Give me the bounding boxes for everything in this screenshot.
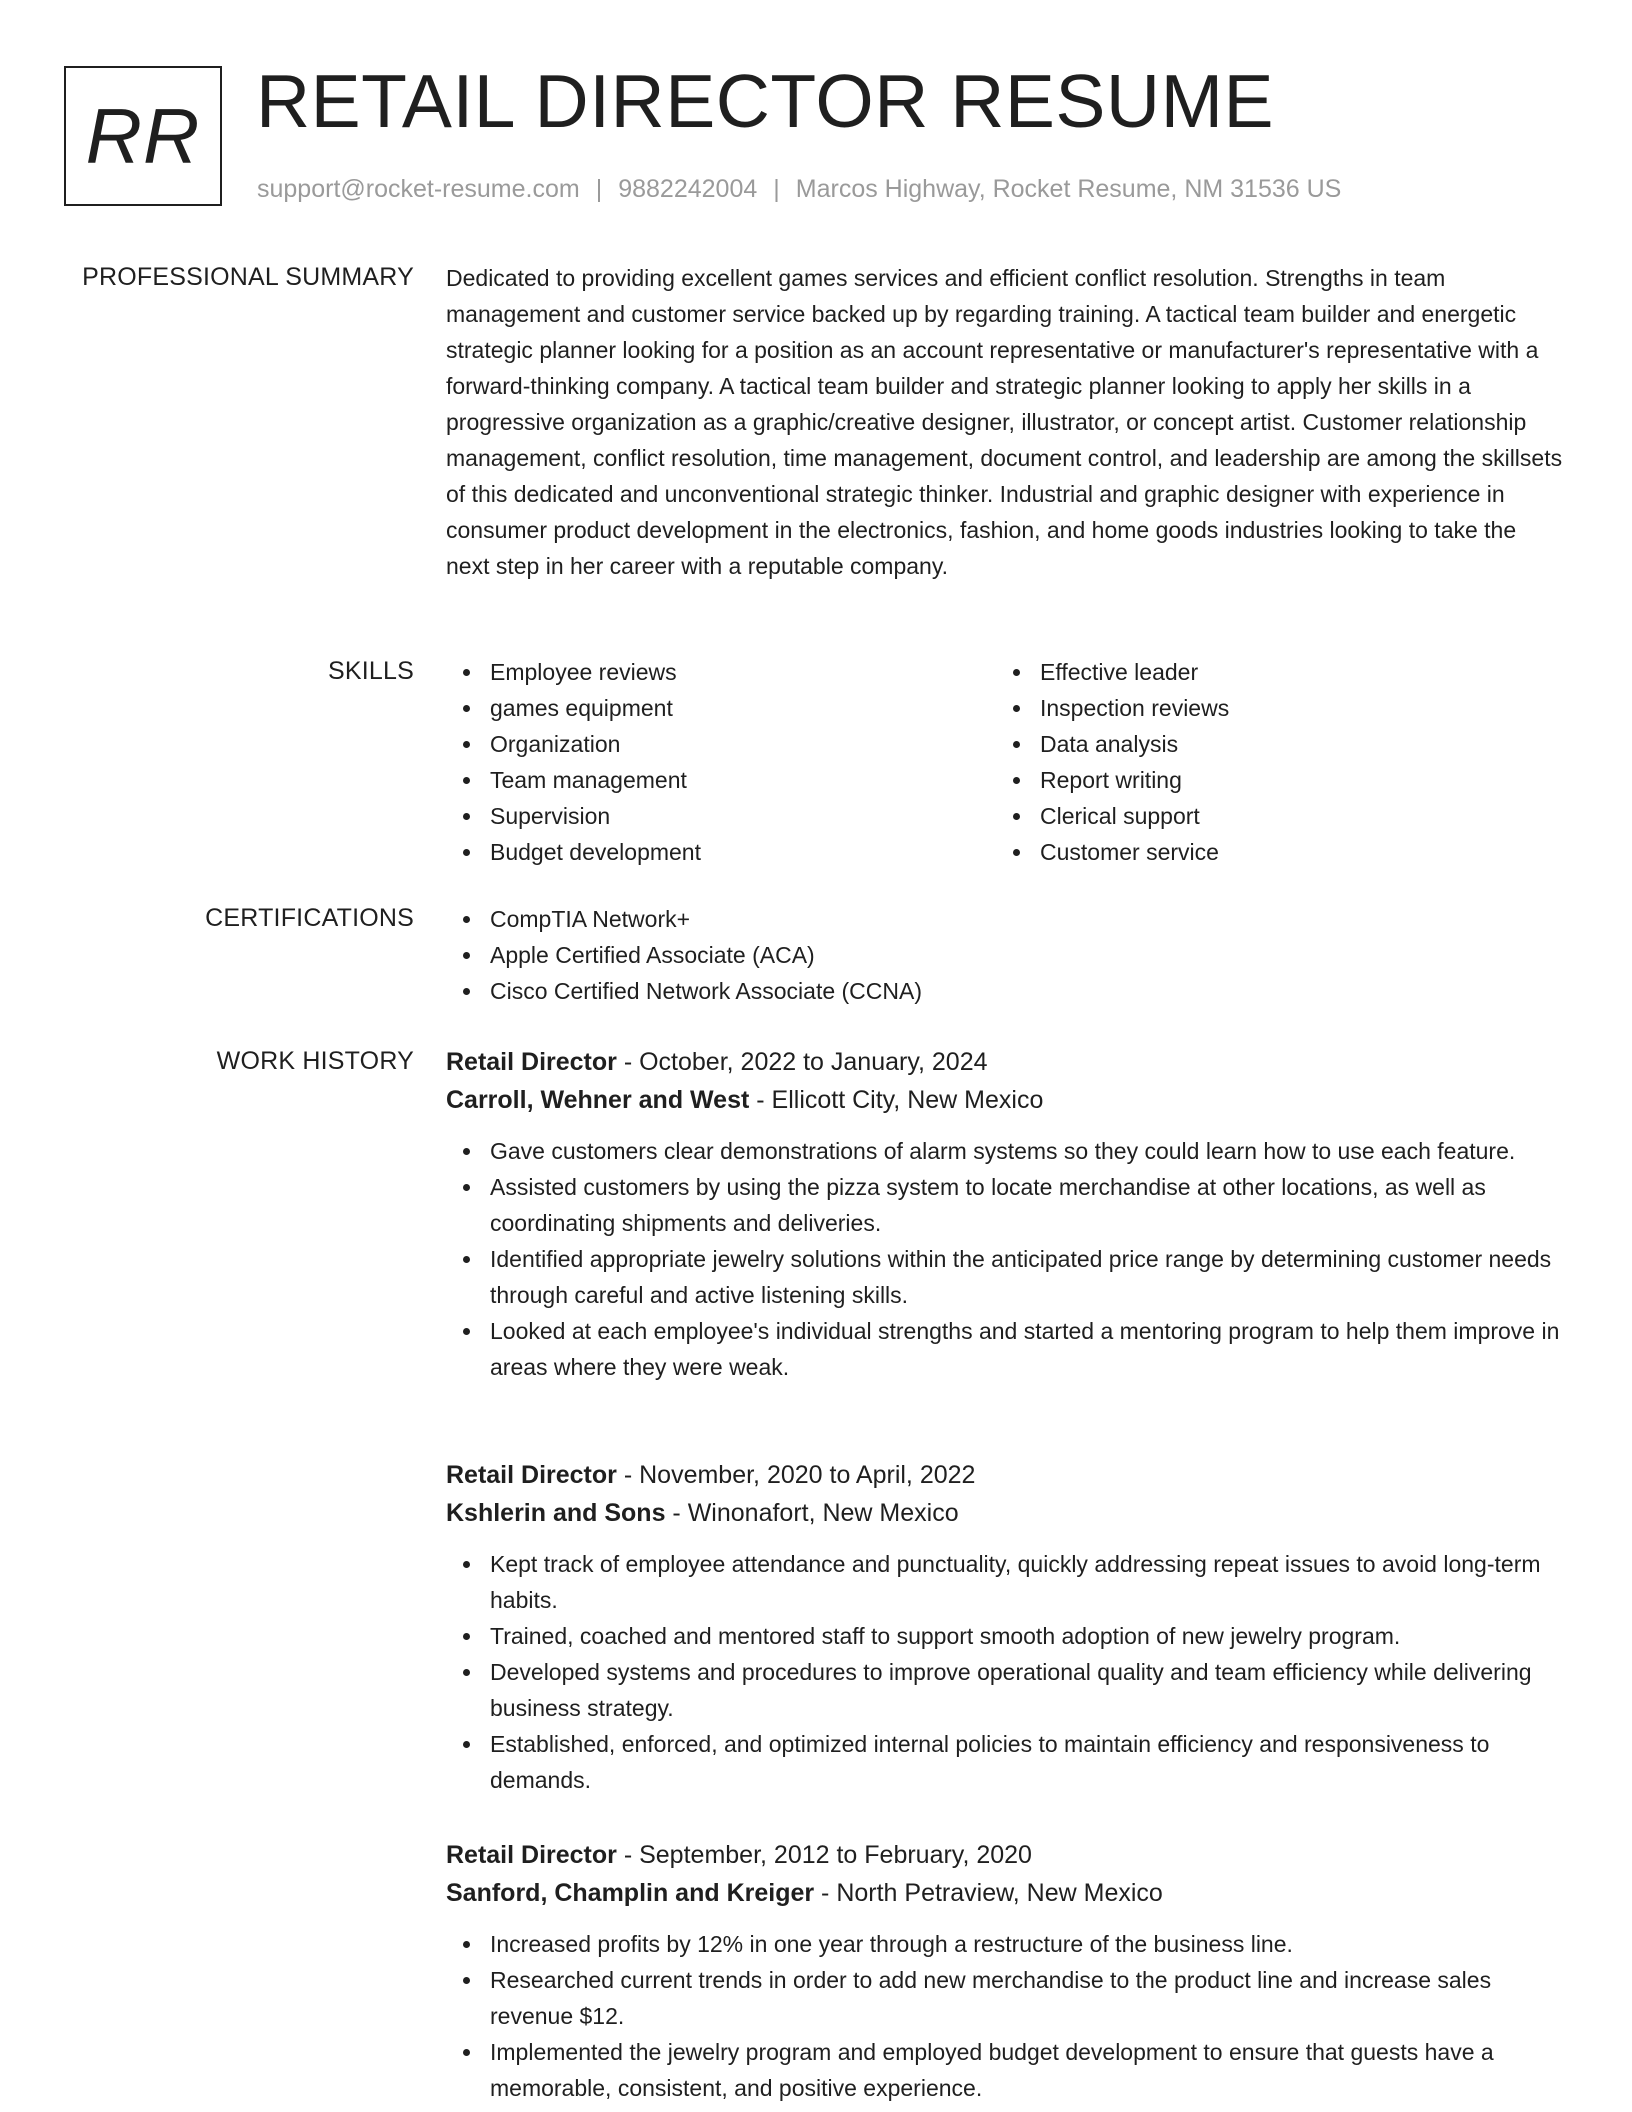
job-entry: [446, 1456, 1564, 1798]
contact-separator: |: [773, 175, 780, 203]
monogram-text: RR: [85, 91, 201, 180]
job-bullet: Implemented the jewelry program and employed budget development to ensure that guests have a memorable, consistent, and positive experience.: [446, 2034, 1564, 2106]
section-label-skills: SKILLS: [328, 657, 414, 685]
skill-item: Organization: [446, 726, 966, 762]
job-bullet: Identified appropriate jewelry solutions within the anticipated price range by determining customer needs through careful and active listening skills.: [446, 1241, 1564, 1313]
job-dates: - October, 2022 to January, 2024: [616, 1048, 988, 1076]
job-title-line: [446, 1456, 1564, 1494]
job-entry: [446, 1836, 1564, 2106]
summary-text: Dedicated to providing excellent games services and efficient conflict resolution. Strengths in team management and customer service backed up by regarding training. A tactical team builder and energetic strategic planner looking for a position as an account representative or manufacturer's representative with a forward-thinking company. A tactical team builder and strategic planner looking to apply her skills in a progressive organization as a graphic/creative designer, illustrator, or concept artist. Customer relationship management, conflict resolution, time management, document control, and leadership are among the skillsets of this dedicated and unconventional strategic thinker. Industrial and graphic designer with experience in consumer product development in the electronics, fashion, and home goods industries looking to take the next step in her career with a reputable company.: [446, 265, 1563, 579]
job-bullet: Gave customers clear demonstrations of alarm systems so they could learn how to use each feature.: [446, 1133, 1564, 1169]
job-bullet: Kept track of employee attendance and punctuality, quickly addressing repeat issues to avoid long-term habits.: [446, 1546, 1564, 1618]
job-company-line: [446, 1874, 1564, 1912]
certification-item: CompTIA Network+: [446, 901, 1346, 937]
job-title-line: [446, 1043, 1564, 1081]
certification-item: Cisco Certified Network Associate (CCNA): [446, 973, 1346, 1009]
job-bullet: Developed systems and procedures to improve operational quality and team efficiency while delivering business strategy.: [446, 1654, 1564, 1726]
section-label-work-history: WORK HISTORY: [216, 1047, 414, 1075]
skill-item: Clerical support: [996, 798, 1516, 834]
skill-item: Supervision: [446, 798, 966, 834]
contact-phone[interactable]: 9882242004: [618, 175, 758, 203]
job-title: Retail Director: [446, 1841, 617, 1869]
skill-item: Customer service: [996, 834, 1516, 870]
contact-separator: |: [595, 175, 603, 203]
job-company: Sanford, Champlin and Kreiger: [446, 1879, 815, 1907]
skill-item: Inspection reviews: [996, 690, 1516, 726]
certifications-list: [446, 901, 1346, 1009]
skill-item: Employee reviews: [446, 654, 966, 690]
job-bullet: Assisted customers by using the pizza system to locate merchandise at other locations, as well as coordinating shipments and deliveries.: [446, 1169, 1564, 1241]
job-dates: - November, 2020 to April, 2022: [616, 1461, 976, 1489]
job-company: Kshlerin and Sons: [446, 1499, 666, 1527]
skill-item: Data analysis: [996, 726, 1516, 762]
job-bullet: Looked at each employee's individual strengths and started a mentoring program to help them improve in areas where they were weak.: [446, 1313, 1564, 1385]
job-title-line: [446, 1836, 1564, 1874]
page-title: RETAIL DIRECTOR RESUME: [256, 59, 1275, 143]
job-dates: - September, 2012 to February, 2020: [616, 1841, 1032, 1869]
job-bullet: Researched current trends in order to add new merchandise to the product line and increase sales revenue $12.: [446, 1962, 1564, 2034]
section-label-certifications: CERTIFICATIONS: [205, 904, 414, 932]
section-label-summary: PROFESSIONAL SUMMARY: [82, 263, 414, 291]
skill-item: Team management: [446, 762, 966, 798]
contact-line: [257, 172, 1341, 206]
job-bullet: Increased profits by 12% in one year through a restructure of the business line.: [446, 1926, 1564, 1962]
job-location: - Ellicott City, New Mexico: [749, 1086, 1044, 1114]
skills-list-left: [446, 654, 966, 870]
contact-address: Marcos Highway, Rocket Resume, NM 31536 US: [795, 175, 1342, 203]
certification-item: Apple Certified Associate (ACA): [446, 937, 1346, 973]
skill-item: games equipment: [446, 690, 966, 726]
job-location: - Winonafort, New Mexico: [665, 1499, 959, 1527]
skill-item: Budget development: [446, 834, 966, 870]
monogram-logo: [64, 66, 222, 206]
skill-item: Report writing: [996, 762, 1516, 798]
skill-item: Effective leader: [996, 654, 1516, 690]
job-title: Retail Director: [446, 1461, 617, 1489]
job-bullet: Trained, coached and mentored staff to support smooth adoption of new jewelry program.: [446, 1618, 1564, 1654]
job-entry: [446, 1043, 1564, 1385]
skills-list-right: [996, 654, 1516, 870]
job-company: Carroll, Wehner and West: [446, 1086, 750, 1114]
job-location: - North Petraview, New Mexico: [814, 1879, 1163, 1907]
job-title: Retail Director: [446, 1048, 617, 1076]
job-company-line: [446, 1494, 1564, 1532]
job-bullet: Established, enforced, and optimized internal policies to maintain efficiency and responsiveness to demands.: [446, 1726, 1564, 1798]
contact-email[interactable]: support@rocket-resume.com: [257, 175, 580, 203]
job-company-line: [446, 1081, 1564, 1119]
